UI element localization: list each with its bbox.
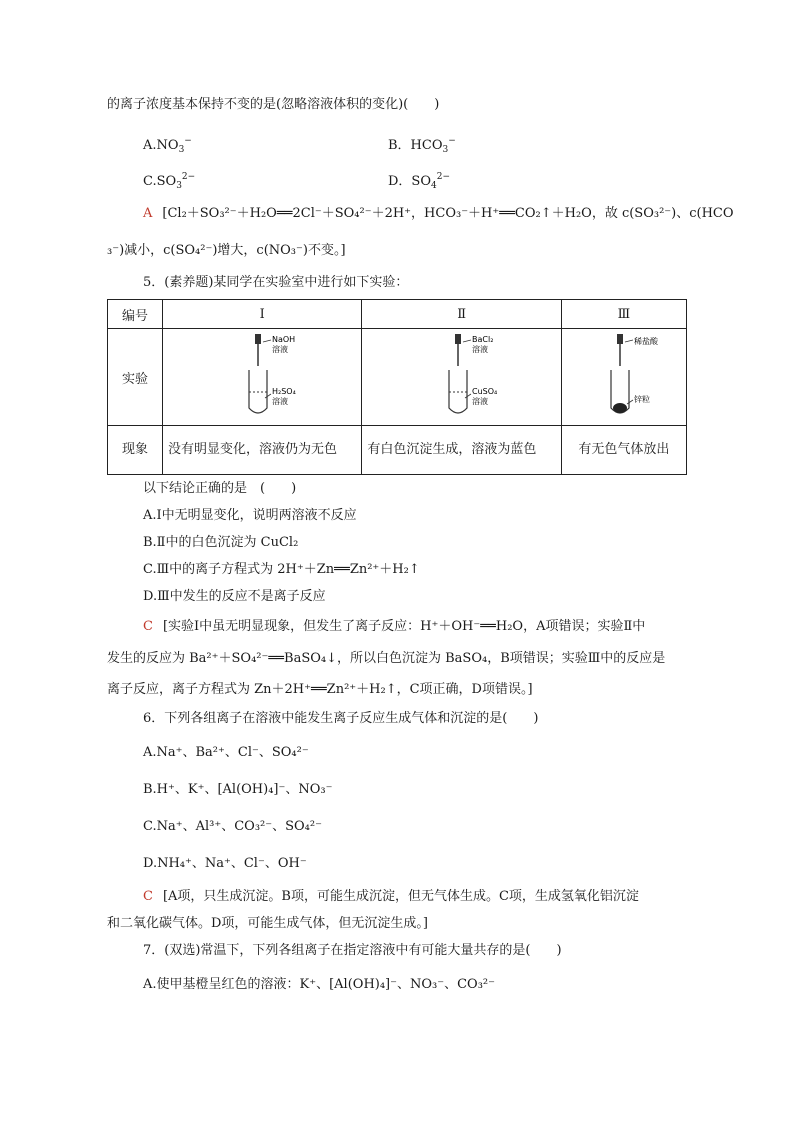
svg-text:NaOH: NaOH bbox=[272, 335, 296, 344]
test-tube-3-diagram bbox=[569, 332, 679, 418]
q6-option-a: A.Na⁺、Ba²⁺、Cl⁻、SO₄²⁻ bbox=[143, 745, 309, 760]
q5-answer-letter: C bbox=[143, 619, 153, 634]
experiment-table bbox=[107, 299, 687, 475]
q7-option-a: A.使甲基橙呈红色的溶液：K⁺、[Al(OH)₄]⁻、NO₃⁻、CO₃²⁻ bbox=[143, 977, 495, 992]
q6-explanation-line1: C [A项，只生成沉淀。B项，可能生成沉淀，但无气体生成。C项，生成氢氧化铝沉淀 bbox=[143, 889, 639, 904]
q4-option-c: $C.SO_3^{2-}$ bbox=[143, 172, 196, 191]
experiment-1-cell bbox=[163, 329, 362, 426]
q6-option-b: B.H⁺、K⁺、[Al(OH)₄]⁻、NO₃⁻ bbox=[143, 782, 333, 797]
svg-text:CuSO₄: CuSO₄ bbox=[471, 387, 497, 396]
q4-answer-letter: A bbox=[143, 206, 153, 221]
q4-stem: 的离子浓度基本保持不变的是(忽略溶液体积的变化)( ) bbox=[107, 97, 440, 112]
table-row-label-observation: 现象 bbox=[108, 426, 163, 475]
observation-1: 没有明显变化，溶液仍为无色 bbox=[163, 426, 362, 475]
table-row-label-experiment: 实验 bbox=[108, 329, 163, 426]
svg-text:溶液: 溶液 bbox=[471, 345, 488, 354]
q5-explanation-line1: C [实验Ⅰ中虽无明显现象，但发生了离子反应：H⁺＋OH⁻══H₂O，A项错误；实验Ⅱ中 bbox=[143, 619, 646, 634]
q4-option-b: B．$HCO_3^-$ bbox=[388, 136, 456, 155]
q5-stem: 5．(素养题)某同学在实验室中进行如下实验： bbox=[143, 275, 409, 290]
observation-2: 有白色沉淀生成，溶液为蓝色 bbox=[362, 426, 561, 475]
svg-text:锌粒: 锌粒 bbox=[633, 395, 650, 404]
q5-explanation-line2: 发生的反应为 Ba²⁺＋SO₄²⁻══BaSO₄↓，所以白色沉淀为 BaSO₄，B项错误；实验Ⅲ中的反应是 bbox=[107, 651, 666, 666]
svg-text:BaCl₂: BaCl₂ bbox=[471, 335, 494, 344]
q5-prompt: 以下结论正确的是 ( ) bbox=[143, 481, 297, 496]
experiment-3-cell bbox=[561, 329, 686, 426]
table-header-number: 编号 bbox=[108, 300, 163, 329]
test-tube-2-diagram bbox=[407, 332, 517, 418]
table-header-col3: Ⅲ bbox=[561, 300, 686, 329]
q4-option-a: $A.NO_3^-$ bbox=[143, 136, 192, 155]
svg-text:稀盐酸: 稀盐酸 bbox=[633, 337, 658, 346]
q5-option-d: D.Ⅲ中发生的反应不是离子反应 bbox=[143, 589, 326, 604]
q6-option-d: D.NH₄⁺、Na⁺、Cl⁻、OH⁻ bbox=[143, 856, 307, 871]
q4-explanation-line1: A [Cl₂＋SO₃²⁻＋H₂O══2Cl⁻＋SO₄²⁻＋2H⁺，HCO₃⁻＋H⁺══CO₂↑＋H₂O，故 c(SO₃²⁻)、c(HCO bbox=[143, 206, 734, 221]
q5-option-a: A.Ⅰ中无明显变化，说明两溶液不反应 bbox=[143, 508, 357, 523]
q6-stem: 6．下列各组离子在溶液中能发生离子反应生成气体和沉淀的是( ) bbox=[143, 711, 539, 726]
q4-option-d: D．$SO_4^{2-}$ bbox=[388, 172, 451, 191]
test-tube-1-diagram bbox=[207, 332, 317, 418]
svg-text:H₂SO₄: H₂SO₄ bbox=[272, 387, 297, 396]
svg-text:溶液: 溶液 bbox=[272, 345, 289, 354]
experiment-2-cell bbox=[362, 329, 561, 426]
table-header-col2: Ⅱ bbox=[362, 300, 561, 329]
q6-option-c: C.Na⁺、Al³⁺、CO₃²⁻、SO₄²⁻ bbox=[143, 819, 322, 834]
q6-explanation-line2: 和二氧化碳气体。D项，可能生成气体，但无沉淀生成。] bbox=[107, 916, 428, 931]
q5-option-c: C.Ⅲ中的离子方程式为 2H⁺＋Zn══Zn²⁺＋H₂↑ bbox=[143, 562, 420, 577]
q5-explanation-line3: 离子反应，离子方程式为 Zn＋2H⁺══Zn²⁺＋H₂↑，C项正确，D项错误。] bbox=[107, 682, 533, 697]
q7-stem: 7．(双选)常温下，下列各组离子在指定溶液中有可能大量共存的是( ) bbox=[143, 943, 562, 958]
svg-text:溶液: 溶液 bbox=[471, 397, 488, 406]
table-header-col1: Ⅰ bbox=[163, 300, 362, 329]
q6-answer-letter: C bbox=[143, 889, 153, 904]
svg-text:溶液: 溶液 bbox=[272, 397, 289, 406]
observation-3: 有无色气体放出 bbox=[561, 426, 686, 475]
q5-option-b: B.Ⅱ中的白色沉淀为 CuCl₂ bbox=[143, 535, 299, 550]
q4-explanation-line2: ₃⁻)减小，c(SO₄²⁻)增大，c(NO₃⁻)不变。] bbox=[107, 243, 346, 258]
